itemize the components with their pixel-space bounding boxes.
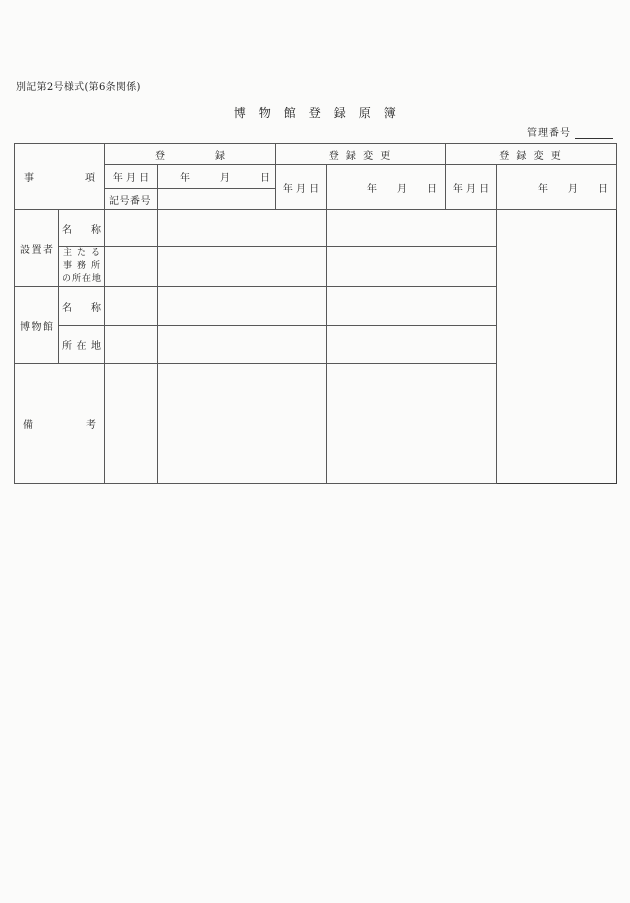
museum-name-label: 名 称: [62, 302, 101, 314]
museum-group-cell: [15, 287, 59, 364]
installer-office-chg1-value: [158, 247, 327, 287]
chg2-date-label: 年 月 日: [446, 165, 497, 210]
office-label-line-2: 事 務 所: [63, 261, 100, 271]
chg1-date-value: 年 月 日: [327, 165, 446, 210]
registration-table: [14, 143, 617, 484]
remarks-reg-value: [105, 364, 158, 484]
remarks-label: 備 考: [23, 420, 96, 431]
museum-name-chg1-value: [158, 287, 327, 326]
header-change-group-1: 登 録 変 更: [276, 144, 446, 165]
museum-location-chg1-value: [158, 326, 327, 364]
remarks-label-cell: [15, 364, 105, 484]
museum-name-label-cell: [59, 287, 105, 326]
installer-office-label: [59, 247, 104, 286]
installer-office-reg-value: [105, 247, 158, 287]
installer-name-chg1-value: [158, 210, 327, 247]
museum-location-label: 所 在 地: [62, 341, 101, 352]
header-change-group-2: 登 録 変 更: [446, 144, 617, 165]
installer-name-label: 名 称: [62, 224, 101, 236]
museum-location-chg2-value: [327, 326, 497, 364]
museum-group-label: 博 物 館: [20, 321, 53, 333]
museum-location-label-cell: [59, 326, 105, 364]
form-reference: 別記第2号様式(第6条関係): [16, 82, 141, 93]
header-item-label: 事 項: [24, 173, 95, 184]
museum-name-reg-value: [105, 287, 158, 326]
header-item-cell: [15, 144, 105, 210]
remarks-chg2-value: [327, 364, 497, 484]
control-number: [527, 124, 613, 139]
installer-office-label-cell: [59, 247, 105, 287]
installer-name-label-cell: [59, 210, 105, 247]
reg-symbol-value: [158, 189, 276, 210]
control-number-label: 管理番号: [527, 128, 571, 139]
installer-name-reg-value: [105, 210, 158, 247]
installer-office-chg2-value: [327, 247, 497, 287]
reg-symbol-label: 記号番号: [105, 189, 158, 210]
chg1-date-label: 年 月 日: [276, 165, 327, 210]
control-number-underline: [575, 126, 613, 139]
reg-date-value: 年 月 日: [158, 165, 276, 189]
installer-name-chg2-value: [327, 210, 497, 247]
office-label-line-1: 主 た る: [63, 248, 100, 258]
reg-date-label: 年 月 日: [105, 165, 158, 189]
chg2-date-value: 年 月 日: [497, 165, 617, 210]
office-label-line-3: の 所 在 地: [62, 274, 101, 284]
installer-group-label: 設 置 者: [20, 244, 53, 256]
museum-name-chg2-value: [327, 287, 497, 326]
museum-location-reg-value: [105, 326, 158, 364]
installer-group-cell: [15, 210, 59, 287]
page-title: 博 物 館 登 録 原 簿: [233, 106, 397, 120]
remarks-chg1-value: [158, 364, 327, 484]
header-registration-group: 登 録: [105, 144, 276, 165]
